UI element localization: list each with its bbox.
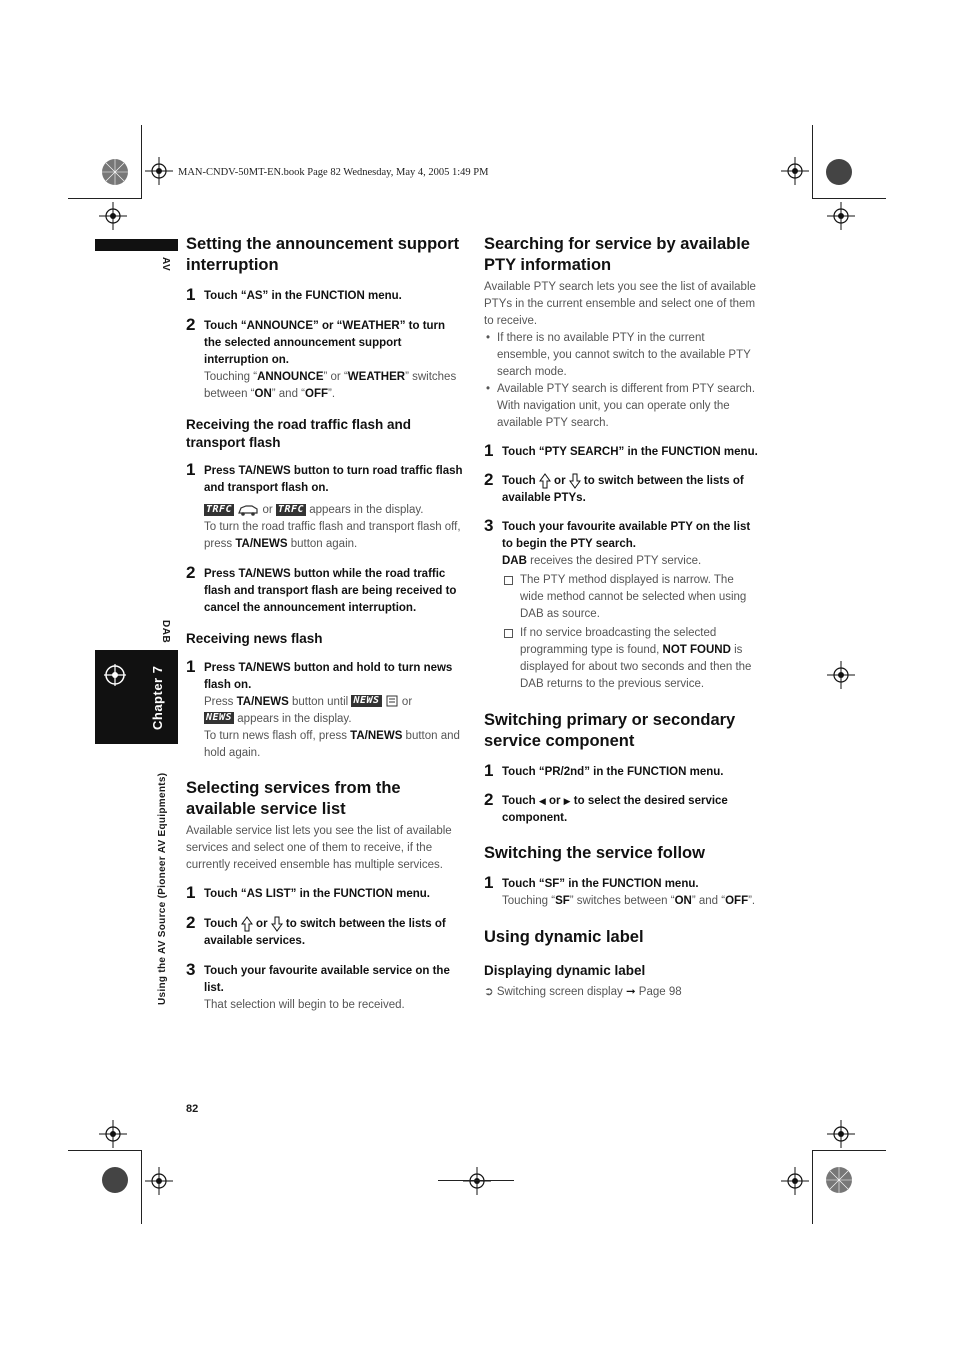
step: 1 Press TA/NEWS button and hold to turn news flash on. Press TA/NEWS button until NEWS or NEWS appears in the display. To turn news flash off, press TA/NEWS button and hold again. <box>186 660 464 762</box>
checkbox-icon <box>504 629 513 638</box>
step-text: menu. <box>364 290 402 302</box>
subsection-title: Receiving news flash <box>186 631 323 646</box>
registration-mark-icon <box>100 157 130 187</box>
bullet-item: • If there is no available PTY in the current ensemble, you cannot switch to the available PTY search mode. <box>484 330 760 381</box>
crosshair-icon <box>827 661 855 689</box>
crosshair-icon <box>145 157 173 185</box>
print-header: MAN-CNDV-50MT-EN.book Page 82 Wednesday, May 4, 2005 1:49 PM <box>178 167 489 178</box>
crosshair-icon <box>99 202 127 230</box>
function-label: FUNCTION <box>305 290 365 302</box>
step-number: 2 <box>186 563 196 582</box>
step-number: 1 <box>186 460 196 479</box>
step-number: 2 <box>186 315 196 334</box>
step: 3 Touch your favourite available PTY on the list to begin the PTY search. DAB receives the desired PTY service. The PTY method displayed is narrow. The wide method cannot be selected when using DAB as source. If no service broadcasting the selected programming type is found, NOT FOUND is displayed for about two seconds and then the DAB returns to the previous service. <box>484 519 760 693</box>
note-text: The PTY method displayed is narrow. The wide method cannot be selected when using DAB as source. <box>520 574 747 621</box>
crosshair-icon <box>99 1120 127 1148</box>
registration-mark-icon <box>824 157 854 187</box>
registration-mark-icon <box>100 1165 130 1195</box>
up-arrow-icon <box>241 916 253 932</box>
step-note: Touching “ANNOUNCE” or “WEATHER” switches between “ON” and “OFF”. <box>204 371 457 400</box>
car-icon <box>237 504 259 516</box>
step-number: 2 <box>186 912 196 932</box>
section-title: Switching the service follow <box>484 844 705 863</box>
trfc-logo: TRFC <box>206 503 233 515</box>
step <box>186 959 464 1014</box>
step: 1 Press TA/NEWS button to turn road traffic flash and transport flash on. TRFC or TRFC appears in the display. To turn the road traffic flash and transport flash off, press TA/NEWS button again. <box>186 463 464 553</box>
step: 1 Touch “PR/2nd” in the FUNCTION menu. <box>484 761 724 781</box>
down-arrow-icon <box>569 473 581 489</box>
section-label-dab: DAB <box>160 620 171 644</box>
section-intro: Available PTY search lets you see the list of available PTYs in the current ensemble and select one of them to receive. <box>484 281 756 327</box>
note-item <box>502 625 760 693</box>
page-number: 82 <box>186 1103 199 1115</box>
news-signal-icon <box>385 694 399 708</box>
left-arrow-icon: ◀ <box>538 796 546 807</box>
step-note: Press TA/NEWS button until NEWS or NEWS appears in the display. To turn news flash off, press TA/NEWS button and hold again. <box>204 695 460 759</box>
trfc-logo: TRFC <box>277 503 305 515</box>
crosshair-icon <box>781 157 809 185</box>
step-text: Touch “ANNOUNCE” or “WEATHER” to turn the selected announcement support interruption on. <box>204 320 446 366</box>
step: 2 Touch or to switch between the lists of available PTYs. <box>484 470 744 505</box>
note-text: If no service broadcasting the selected programming type is found, NOT FOUND is displayed for about two seconds and then the DAB returns to the previous service. <box>520 627 752 691</box>
section-intro: Available service list lets you see the list of available services and select one of them to receive, if the currently received ensemble has multiple services. <box>186 824 452 871</box>
cross-reference: ➲ Switching screen display ➞ Page 98 <box>484 985 682 998</box>
step-number: 3 <box>186 959 196 979</box>
step-number: 2 <box>484 790 494 810</box>
step <box>186 315 464 403</box>
step-number: 2 <box>484 470 494 489</box>
step-number: 1 <box>186 285 196 304</box>
reference-icon: ➲ <box>484 985 494 998</box>
step: 1 Touch “PTY SEARCH” in the FUNCTION menu. <box>484 441 758 460</box>
step-number: 1 <box>186 656 196 676</box>
step-text: Touch your favourite available service on the list. <box>204 964 450 994</box>
step-note: DAB receives the desired PTY service. <box>502 555 702 568</box>
down-arrow-icon <box>271 916 283 932</box>
bullet-item: • Available PTY search is different from PTY search. With navigation unit, you can operate only the available PTY search. <box>484 381 760 432</box>
crosshair-icon <box>827 1120 855 1148</box>
crosshair-icon <box>827 202 855 230</box>
crosshair-icon <box>102 662 128 688</box>
section-label-av: AV <box>160 257 171 272</box>
note-item <box>502 572 760 623</box>
section-title: Selecting services from the available service list <box>186 778 401 818</box>
section-tab-bar <box>95 239 178 251</box>
chapter-label: Chapter 7 <box>150 665 165 731</box>
crosshair-icon <box>781 1167 809 1195</box>
chapter-title: Using the AV Source (Pioneer AV Equipments) <box>157 772 168 1005</box>
registration-mark-icon <box>824 1165 854 1195</box>
step-number: 1 <box>484 761 494 781</box>
step-number: 3 <box>484 516 494 536</box>
step: 1 Touch “AS LIST” in the FUNCTION menu. <box>186 882 430 902</box>
step-note: Touching “SF” switches between “ON” and “OFF”. <box>502 895 756 908</box>
news-logo: NEWS <box>206 712 233 724</box>
step: 2 Press TA/NEWS button while the road traffic flash and transport flash are being received to cancel the announcement interruption. <box>186 563 457 614</box>
section-title: Setting the announcement support interruption <box>186 235 460 274</box>
step-number: 1 <box>186 882 196 902</box>
subsection-title: Displaying dynamic label <box>484 963 646 979</box>
section-title: Using dynamic label <box>484 928 644 947</box>
step: 2 Touch or to switch between the lists of available services. <box>186 912 446 947</box>
step: 2 Touch ◀ or ▶ to select the desired service component. <box>484 790 728 825</box>
step: 1 Touch “SF” in the FUNCTION menu. Touching “SF” switches between “ON” and “OFF”. <box>484 876 760 910</box>
up-arrow-icon <box>539 473 551 489</box>
step-number: 1 <box>484 441 494 460</box>
crosshair-icon <box>145 1167 173 1195</box>
step-note: That selection will begin to be received. <box>204 998 405 1011</box>
step-number: 1 <box>484 873 494 893</box>
step-note: TRFC or TRFC appears in the display. To turn the road traffic flash and transport flash off, press TA/NEWS button again. <box>204 503 461 550</box>
section-title: Switching primary or secondary service component <box>484 711 736 751</box>
step <box>186 285 464 305</box>
subsection-title: Receiving the road traffic flash and transport flash <box>186 417 412 450</box>
arrow-icon: ➞ <box>625 985 636 998</box>
right-column <box>484 234 760 1001</box>
section-title: Searching for service by available PTY information <box>484 235 750 274</box>
right-arrow-icon: ▶ <box>563 796 571 807</box>
step-text: Touch “AS” in the <box>204 290 306 302</box>
crosshair-icon <box>463 1167 491 1195</box>
left-column <box>186 234 464 1014</box>
news-logo: NEWS <box>353 695 380 707</box>
checkbox-icon <box>504 576 513 585</box>
